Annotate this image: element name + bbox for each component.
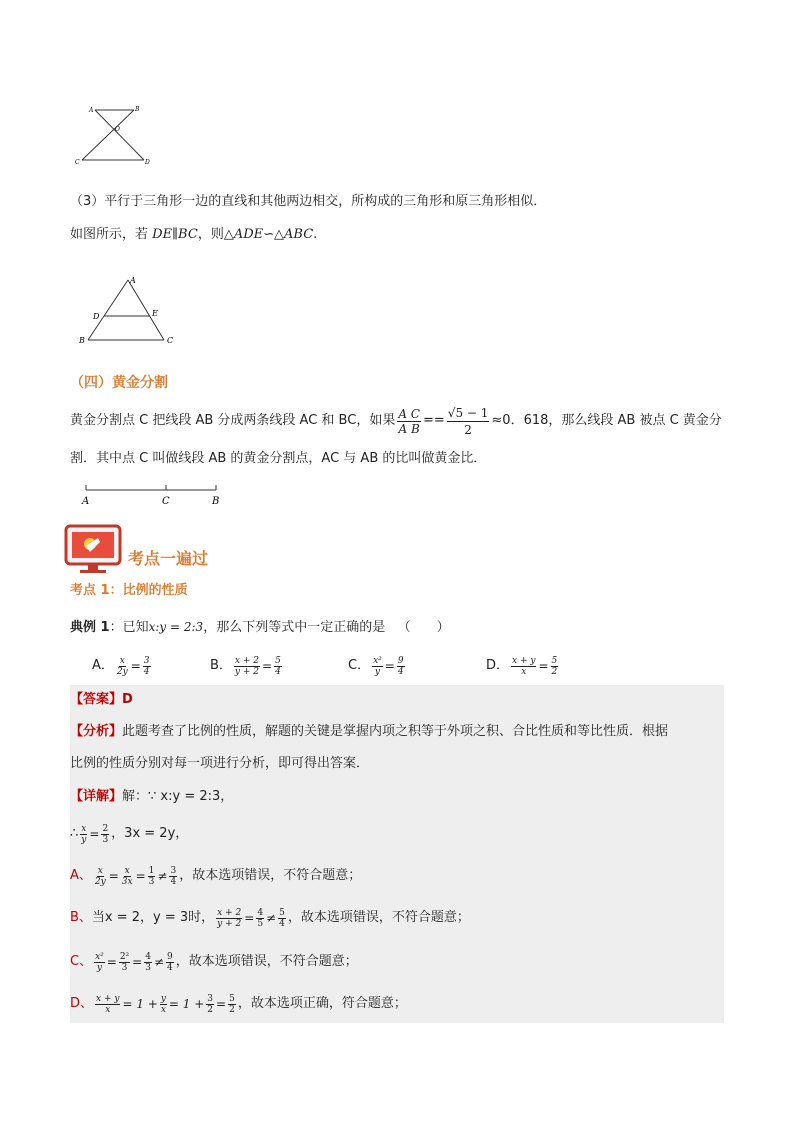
fig1-label-o: O: [115, 126, 120, 133]
fig1-label-b: B: [135, 106, 140, 113]
segment-label-a: A: [82, 496, 90, 507]
golden-ratio-line2: 割．其中点 C 叫做线段 AB 的黄金分割点，AC 与 AB 的比叫做黄金比．: [70, 451, 487, 466]
figure-triangle-de-parallel-bc: [74, 272, 184, 350]
fig2-label-d: D: [93, 312, 100, 321]
para-3-line1: （3）平行于三角形一边的直线和其他两边相交，所构成的三角形和原三角形相似．: [70, 194, 547, 209]
detail-option-d: D、 $\frac{x + y}{x}$ = 1 + $\frac{y}{x}$ = 1 + $\frac{3}{2}$ = $\frac{5}{2}$ ，故本选项正确，符合题意；: [70, 993, 407, 1015]
section-golden-ratio-title: （四）黄金分割: [70, 375, 168, 391]
fig1-label-c: C: [75, 159, 80, 166]
segment-label-b: B: [212, 496, 220, 507]
option-c[interactable]: C． $\frac{\text{x²}}{y}$ = $\frac{9}{4}$: [348, 655, 404, 677]
fig2-label-b: B: [79, 336, 85, 345]
analysis-line1: 【分析】此题考查了比例的性质，解题的关键是掌握内项之积等于外项之积、合比性质和等比性质．根据: [70, 724, 669, 739]
fig1-label-a: A: [89, 107, 94, 114]
fig2-label-c: C: [167, 336, 174, 345]
figure-segment-ab: [78, 480, 228, 508]
segment-label-c: C: [162, 496, 170, 507]
fig2-label-a: A: [130, 276, 136, 285]
fig1-label-d: D: [145, 159, 150, 166]
option-d[interactable]: D． $\frac{x + y}{x}$ = $\frac{5}{2}$: [486, 655, 558, 677]
analysis-line2: 比例的性质分别对每一项进行分析，即可得出答案．: [70, 756, 370, 771]
option-a[interactable]: A． $\frac{x}{2y}$ = $\frac{3}{4}$: [92, 655, 150, 677]
fig2-label-e: E: [152, 309, 158, 318]
option-b[interactable]: B． $\frac{x + 2}{y + 2}$ = $\frac{5}{4}$: [210, 655, 281, 677]
detail-option-a: A、 $\frac{x}{2y}$ = $\frac{x}{3x}$ = $\frac{1}{3}$ ≠ $\frac{3}{4}$ ，故本选项错误，不符合题意；: [70, 865, 362, 887]
answer-line: 【答案】D: [70, 692, 133, 707]
para-3-line2: 如图所示，若 DE∥BC，则△ADE∽△ABC.: [70, 227, 318, 242]
detail-line2: ∴ $\frac{x}{y}$ = $\frac{2}{3}$ ，3x = 2y，: [70, 823, 189, 845]
detail-line1: 【详解】解：∵ x:y = 2:3，: [70, 789, 234, 804]
kaodian-title: 考点一遍过: [128, 549, 209, 568]
figure-intersecting-triangles: [72, 102, 162, 172]
golden-ratio-line1: 黄金分割点 C 把线段 AB 分成两条线段 AC 和 BC，如果 $\frac{\text{A C}}{\text{A B}}$ == $\frac{√5 - 1}{2}$ ≈0．618，那么线段 AB 被点 C 黄金分: [70, 405, 722, 437]
kaodian-subtitle: 考点 1：比例的性质: [70, 583, 188, 598]
example-1-question: 典例 1：已知x:y = 2:3，那么下列等式中一定正确的是 （ ）: [70, 620, 450, 635]
monitor-teacher-icon: [64, 524, 124, 576]
detail-option-b: B、 当x = 2，y = 3时， $\frac{x + 2}{y + 2}$ = $\frac{4}{5}$ ≠ $\frac{5}{4}$ ，故本选项错误，不符合题意；: [70, 907, 470, 929]
detail-option-c: C、 $\frac{\text{x²}}{y}$ = $\frac{\text{2²}}{3}$ = $\frac{4}{3}$ ≠ $\frac{9}{4}$ ，故本选项错误，不符合题意；: [70, 951, 358, 973]
